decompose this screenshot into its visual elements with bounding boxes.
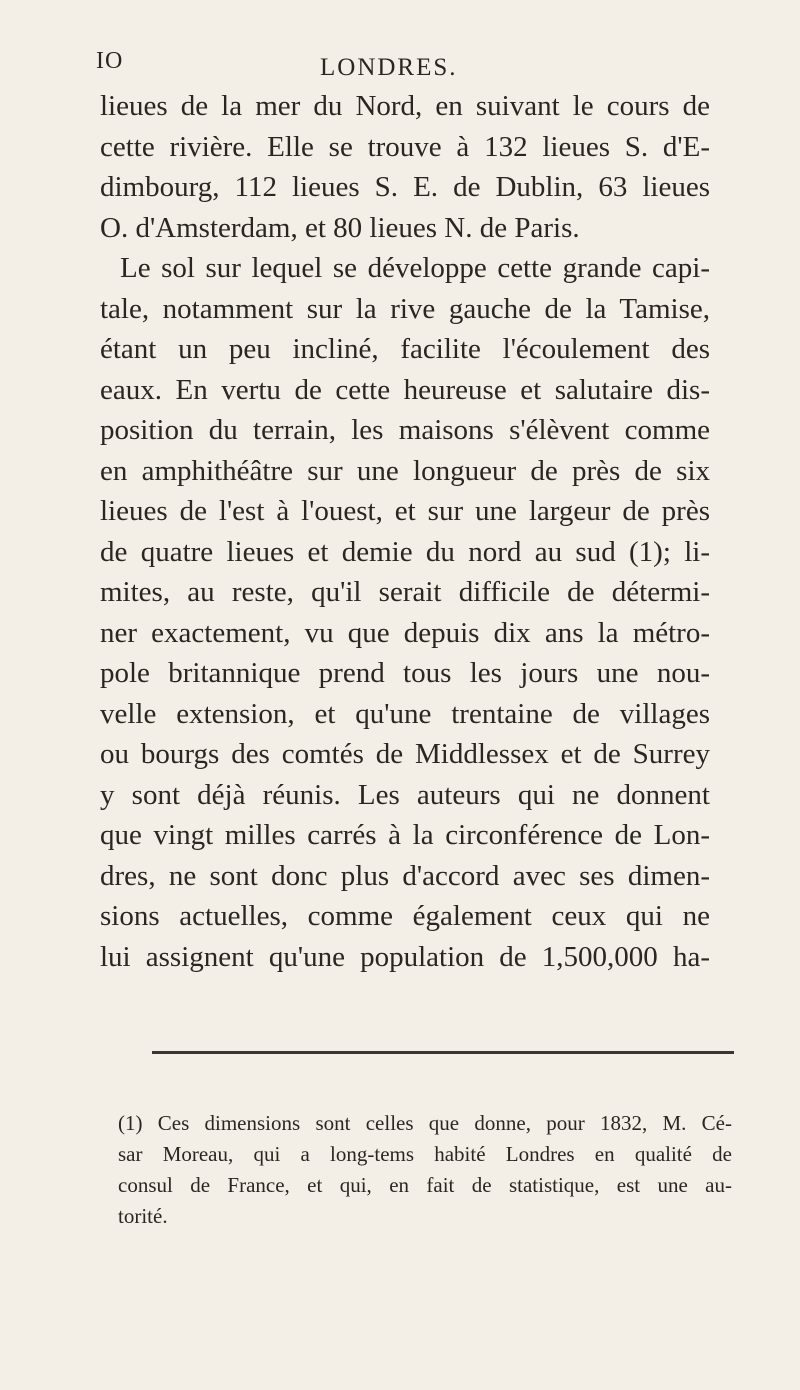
text-line: y sont déjà réunis. Les auteurs qui ne donnent [100,778,710,811]
text-line: en amphithéâtre sur une longueur de près de six [100,454,710,487]
text-line: eaux. En vertu de cette heureuse et salutaire dis- [100,373,710,406]
text-line: lieues de l'est à l'ouest, et sur une largeur de près [100,495,710,527]
text-line: lui assignent qu'une population de 1,500,000 ha- [100,940,710,973]
text-line: ou bourgs des comtés de Middlessex et de Surrey [100,738,710,770]
text-line: étant un peu incliné, facilite l'écoulement des [100,333,710,365]
text-line: mites, au reste, qu'il serait difficile de détermi- [100,576,710,608]
text-line: pole britannique prend tous les jours une nou- [100,657,710,689]
footnote [118,1108,732,1232]
running-head: LONDRES. [320,54,458,81]
text-line: dimbourg, 112 lieues S. E. de Dublin, 63 lieues [100,171,710,203]
text-line: sions actuelles, comme également ceux qui ne [100,900,710,932]
footnote-rule [152,1051,734,1054]
footnote-line: (1) Ces dimensions sont celles que donne, pour 1832, M. Cé- [118,1111,732,1135]
text-line: dres, ne sont donc plus d'accord avec ses dimen- [100,859,710,892]
text-line: cette rivière. Elle se trouve à 132 lieues S. d'E- [100,130,710,163]
page-number: IO [96,48,124,74]
text-line: Le sol sur lequel se développe cette grande capi- [120,252,710,284]
text-line: ner exactement, vu que depuis dix ans la métro- [100,616,710,649]
footnote-line: sar Moreau, qui a long-tems habité Londres en qualité de [118,1142,732,1166]
text-line: velle extension, et qu'une trentaine de villages [100,697,710,730]
text-line: O. d'Amsterdam, et 80 lieues N. de Paris. [100,211,580,244]
text-line: tale, notamment sur la rive gauche de la Tamise, [100,292,710,325]
text-line: de quatre lieues et demie du nord au sud (1); li- [100,535,710,568]
text-line: position du terrain, les maisons s'élèvent comme [100,414,710,446]
footnote-line: torité. [118,1204,168,1228]
text-line: que vingt milles carrés à la circonférence de Lon- [100,819,710,851]
text-line: lieues de la mer du Nord, en suivant le cours de [100,90,710,122]
main-text [100,86,710,977]
footnote-line: consul de France, et qui, en fait de statistique, est une au- [118,1173,732,1197]
